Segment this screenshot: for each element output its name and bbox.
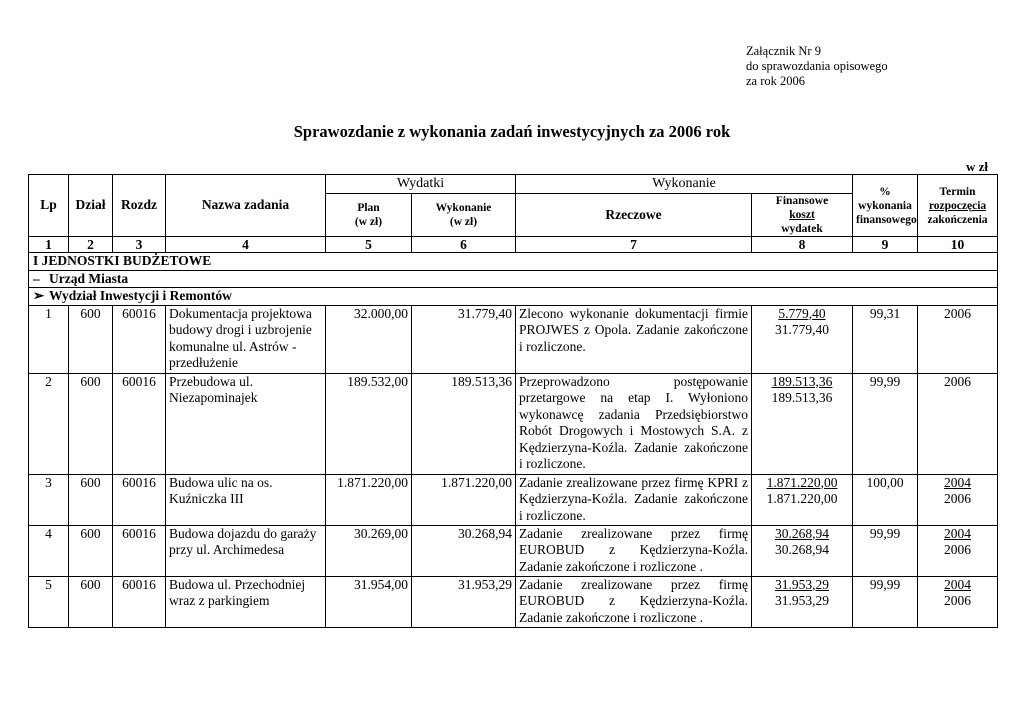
header-lp: Lp	[29, 175, 69, 237]
section-row	[29, 270, 998, 288]
cell-rozpoczecie: 2004	[944, 474, 972, 490]
col-number: 9	[853, 237, 918, 253]
col-number: 3	[113, 237, 166, 253]
col-number: 5	[326, 237, 412, 253]
cell-wydatek: 31.953,29	[775, 593, 829, 608]
cell-rozdz: 60016	[113, 305, 166, 373]
cell-rzeczowe: Zadanie zrealizowane przez firmę KPRI z Kędzierzyna-Koźla. Zadanie zakończone i rozliczone.	[516, 474, 752, 525]
table-row	[29, 525, 998, 576]
cell-koszt: 31.953,29	[775, 576, 829, 592]
cell-nazwa: Przebudowa ul. Niezapominajek	[166, 373, 326, 474]
table-row	[29, 474, 998, 525]
header-percent	[853, 175, 918, 237]
column-number-row	[29, 237, 998, 253]
cell-wykonanie: 31.953,29	[412, 576, 516, 627]
header-rzeczowe: Rzeczowe	[516, 194, 752, 237]
cell-termin	[918, 525, 998, 576]
header-percent-line-2: wykonania	[858, 199, 912, 212]
col-number: 4	[166, 237, 326, 253]
cell-procent: 99,99	[853, 373, 918, 474]
cell-lp: 3	[29, 474, 69, 525]
cell-lp: 1	[29, 305, 69, 373]
cell-plan: 30.269,00	[326, 525, 412, 576]
cell-dzial: 600	[69, 305, 113, 373]
section-wydzial-label: Wydział Inwestycji i Remontów	[49, 288, 232, 303]
cell-rzeczowe: Zadanie zrealizowane przez firmę EUROBUD z Kędzierzyna-Koźla. Zadanie zakończone i rozliczone .	[516, 576, 752, 627]
arrow-bullet-icon: ➢	[33, 288, 45, 303]
table-row	[29, 373, 998, 474]
table-row	[29, 305, 998, 373]
header-wyk-line-1: Wykonanie	[435, 202, 492, 214]
header-plan-line-2: (w zł)	[354, 216, 383, 228]
cell-nazwa: Budowa ul. Przechodniej wraz z parkingiem	[166, 576, 326, 627]
col-number: 2	[69, 237, 113, 253]
cell-rzeczowe: Zlecono wykonanie dokumentacji firmie PROJWES z Opola. Zadanie zakończone i rozliczone.	[516, 305, 752, 373]
cell-rozpoczecie: 2004	[944, 576, 972, 592]
cell-nazwa: Dokumentacja projektowa budowy drogi i uzbrojenie komunalne ul. Astrów - przedłużenie	[166, 305, 326, 373]
section-jednostki: I JEDNOSTKI BUDŻETOWE	[29, 253, 998, 271]
section-urzad	[29, 270, 998, 288]
cell-nazwa: Budowa dojazdu do garaży przy ul. Archimedesa	[166, 525, 326, 576]
cell-rozdz: 60016	[113, 373, 166, 474]
cell-koszt: 1.871.220,00	[766, 474, 838, 490]
cell-finansowe	[752, 525, 853, 576]
header-percent-line-3: finansowego	[856, 213, 917, 226]
currency-unit: w zł	[965, 159, 988, 174]
header-termin	[918, 175, 998, 237]
cell-wykonanie: 189.513,36	[412, 373, 516, 474]
section-row	[29, 288, 998, 306]
cell-koszt: 5.779,40	[778, 305, 826, 321]
cell-dzial: 600	[69, 525, 113, 576]
cell-wykonanie: 1.871.220,00	[412, 474, 516, 525]
cell-procent: 99,31	[853, 305, 918, 373]
header-wyk-line-2: (w zł)	[449, 216, 478, 228]
table-row	[29, 576, 998, 627]
cell-termin	[918, 305, 998, 373]
cell-zakonczenie: 2006	[944, 491, 972, 506]
cell-finansowe	[752, 373, 853, 474]
cell-dzial: 600	[69, 373, 113, 474]
cell-plan: 189.532,00	[326, 373, 412, 474]
cell-lp: 2	[29, 373, 69, 474]
annex-line-1: Załącznik Nr 9	[746, 44, 821, 58]
cell-zakonczenie: 2006	[944, 593, 972, 608]
investment-table	[28, 174, 998, 628]
cell-zakonczenie: 2006	[944, 305, 972, 321]
section-urzad-label: Urząd Miasta	[49, 270, 129, 286]
cell-finansowe	[752, 474, 853, 525]
col-number: 7	[516, 237, 752, 253]
cell-plan: 32.000,00	[326, 305, 412, 373]
header-termin-line-1: Termin	[939, 185, 976, 198]
cell-termin	[918, 373, 998, 474]
cell-nazwa: Budowa ulic na os. Kuźniczka III	[166, 474, 326, 525]
header-fin-line-2: koszt	[789, 209, 815, 221]
section-row	[29, 253, 998, 271]
cell-wydatek: 31.779,40	[775, 322, 829, 337]
section-wydzial	[29, 288, 998, 306]
cell-rozpoczecie: 2004	[944, 525, 972, 541]
header-wykonanie: Wykonanie	[516, 175, 853, 194]
annex-line-3: za rok 2006	[746, 74, 806, 88]
header-percent-line-1: %	[879, 185, 891, 198]
cell-koszt: 30.268,94	[775, 525, 829, 541]
header-finansowe	[752, 194, 853, 237]
col-number: 10	[918, 237, 998, 253]
cell-finansowe	[752, 576, 853, 627]
document-title: Sprawozdanie z wykonania zadań inwestycyjnych za 2006 rok	[293, 122, 731, 141]
cell-dzial: 600	[69, 576, 113, 627]
cell-wykonanie: 31.779,40	[412, 305, 516, 373]
header-fin-line-3: wydatek	[781, 223, 823, 235]
cell-rzeczowe: Zadanie zrealizowane przez firmę EUROBUD z Kędzierzyna-Koźla. Zadanie zakończone i rozliczone .	[516, 525, 752, 576]
cell-lp: 4	[29, 525, 69, 576]
cell-koszt: 189.513,36	[771, 373, 833, 389]
cell-procent: 99,99	[853, 525, 918, 576]
header-wyk	[412, 194, 516, 237]
col-number: 1	[29, 237, 69, 253]
cell-finansowe	[752, 305, 853, 373]
cell-plan: 31.954,00	[326, 576, 412, 627]
cell-termin	[918, 576, 998, 627]
annex-note	[746, 44, 888, 89]
cell-wykonanie: 30.268,94	[412, 525, 516, 576]
cell-termin	[918, 474, 998, 525]
cell-zakonczenie: 2006	[944, 542, 972, 557]
header-plan-line-1: Plan	[357, 202, 380, 214]
annex-line-2: do sprawozdania opisowego	[746, 59, 888, 73]
col-number: 6	[412, 237, 516, 253]
header-dzial: Dział	[69, 175, 113, 237]
cell-wydatek: 30.268,94	[775, 542, 829, 557]
cell-rzeczowe: Przeprowadzono postępowanie przetargowe na etap I. Wyłoniono wykonawcę zadania Przedsiębiorstwo Robót Drogowych i Mostowych S.A. z Kędzierzyna-Koźla. Zadanie zakończone i rozliczone.	[516, 373, 752, 474]
header-fin-line-1: Finansowe	[775, 195, 829, 207]
header-termin-line-2: rozpoczęcia	[928, 199, 987, 212]
cell-wydatek: 189.513,36	[771, 390, 833, 405]
cell-rozdz: 60016	[113, 474, 166, 525]
cell-lp: 5	[29, 576, 69, 627]
col-number: 8	[752, 237, 853, 253]
cell-wydatek: 1.871.220,00	[766, 491, 838, 506]
header-plan	[326, 194, 412, 237]
header-wydatki: Wydatki	[326, 175, 516, 194]
cell-plan: 1.871.220,00	[326, 474, 412, 525]
cell-zakonczenie: 2006	[944, 373, 972, 389]
cell-procent: 100,00	[853, 474, 918, 525]
header-nazwa: Nazwa zadania	[166, 175, 326, 237]
cell-rozdz: 60016	[113, 525, 166, 576]
header-rozdz: Rozdz	[113, 175, 166, 237]
header-termin-line-3: zakończenia	[927, 213, 988, 226]
cell-dzial: 600	[69, 474, 113, 525]
cell-rozdz: 60016	[113, 576, 166, 627]
dash-marker: –	[33, 270, 40, 286]
cell-procent: 99,99	[853, 576, 918, 627]
